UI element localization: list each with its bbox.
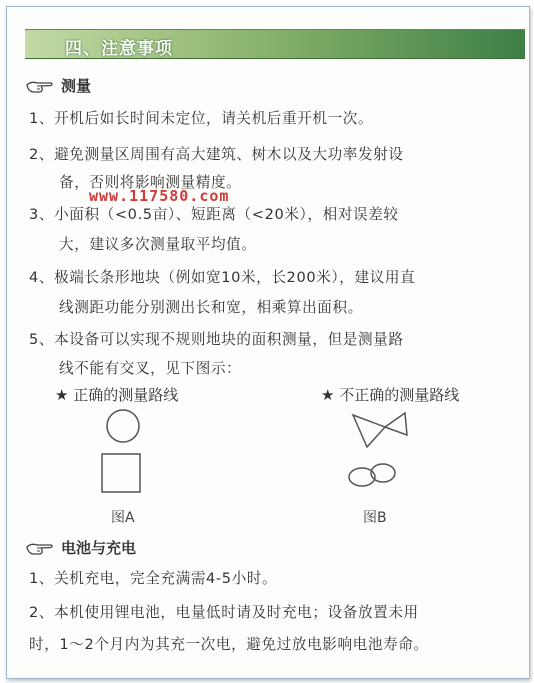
item-line: 4、极端长条形地块（例如宽10米，长200米），建议用直 (29, 269, 416, 286)
subsection-battery-title: 电池与充电 (61, 539, 137, 557)
route-crossing-triangles (353, 413, 407, 447)
item-line: 备，否则将影响测量精度。 (59, 174, 242, 191)
item-line: 1、开机后如长时间未定位，请关机后重开机一次。 (29, 110, 374, 127)
pointing-hand-icon (25, 539, 55, 557)
item-line: 3、小面积（<0.5亩）、短距离（<20米），相对误差较 (29, 206, 399, 223)
figure-a-caption: 图A (111, 510, 135, 526)
subsection-measure-title: 测量 (61, 77, 92, 95)
section-title: 四、注意事项 (65, 39, 173, 59)
figure-b-label: ★ 不正确的测量路线 (321, 386, 460, 404)
section-header-bar (25, 29, 525, 59)
document-page (6, 6, 530, 679)
item-line: 5、本设备可以实现不规则地块的面积测量，但是测量路 (29, 331, 404, 348)
battery-line: 1、关机充电，完全充满需4-5小时。 (29, 570, 278, 587)
figure-b-caption: 图B (363, 510, 387, 526)
item-line: 线不能有交叉，见下图示： (59, 360, 242, 377)
subsection-measure (25, 75, 91, 96)
route-square (102, 454, 140, 492)
subsection-battery (25, 537, 136, 558)
watermark-text: www.117580.com (89, 187, 230, 205)
figure-a-label: ★ 正确的测量路线 (55, 386, 179, 404)
pointing-hand-icon (25, 77, 55, 95)
item-line: 2、避免测量区周围有高大建筑、树木以及大功率发射设 (29, 146, 404, 163)
battery-line: 时，1～2个月内为其充一次电，避免过放电影响电池寿命。 (29, 636, 429, 653)
figure-b-drawing (345, 409, 425, 499)
item-line: 线测距功能分别测出长和宽，相乘算出面积。 (59, 299, 363, 316)
route-circle (107, 410, 139, 442)
item-line: 大，建议多次测量取平均值。 (59, 236, 257, 253)
route-ellipse-right (371, 464, 395, 482)
battery-line: 2、本机使用锂电池，电量低时请及时充电；设备放置未用 (29, 604, 419, 621)
figure-a-drawing (97, 409, 157, 499)
